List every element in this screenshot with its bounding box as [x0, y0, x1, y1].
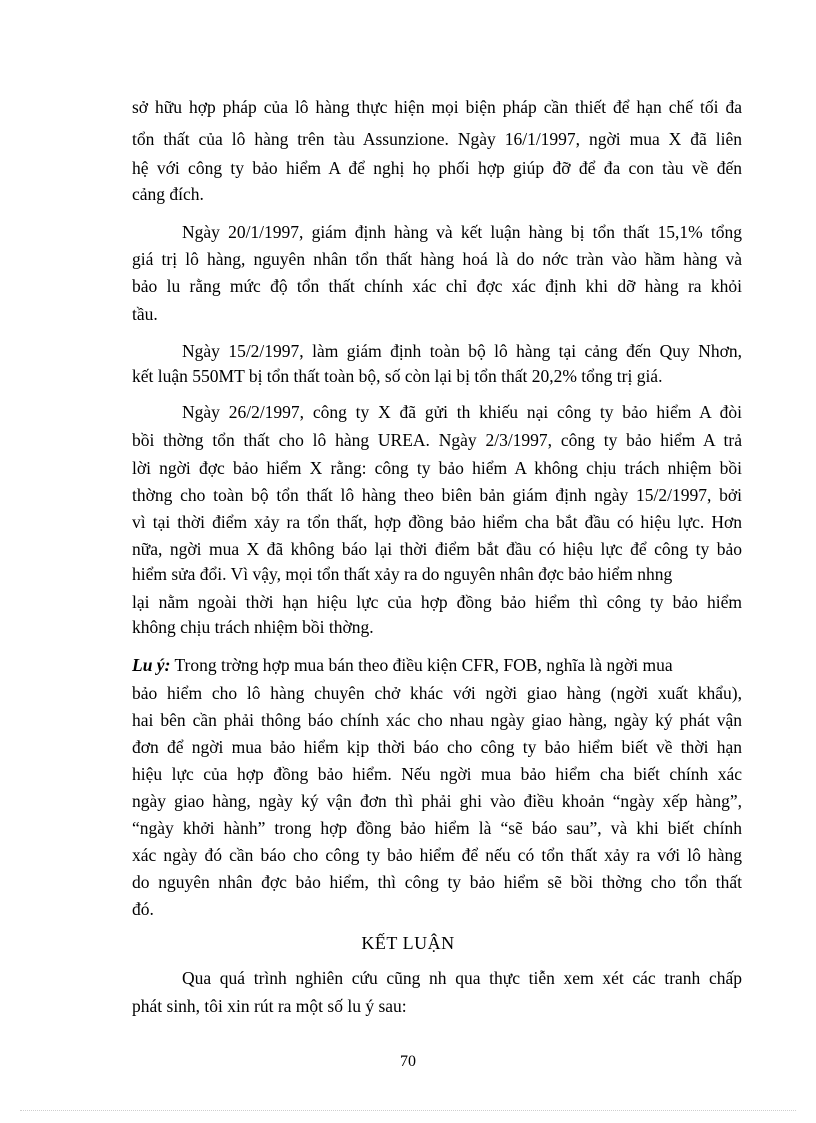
paragraph-4-line-2: bồi thờng tổn thất cho lô hàng UREA. Ngày 2/3/1997, công ty bảo hiểm A trả [132, 430, 742, 450]
note-label: Lu ý: [132, 655, 171, 675]
note-line-8: xác ngày đó cần báo cho công ty bảo hiểm để nếu có tổn thất xảy ra với lô hàng [132, 845, 742, 865]
paragraph-4-line-4: thờng cho toàn bộ tổn thất lô hàng theo biên bản giám định ngày 15/2/1997, bởi [132, 485, 742, 505]
paragraph-4-line-3: lời ngời đợc bảo hiểm X rằng: công ty bảo hiểm A không chịu trách nhiệm bồi [132, 458, 742, 478]
paragraph-3-line-2: kết luận 550MT bị tổn thất toàn bộ, số còn lại bị tổn thất 20,2% tổng trị giá. [132, 366, 663, 386]
page-number: 70 [400, 1053, 416, 1070]
paragraph-2-line-1: Ngày 20/1/1997, giám định hàng và kết luận hàng bị tổn thất 15,1% tổng [182, 222, 742, 242]
paragraph-3-line-1: Ngày 15/2/1997, làm giám định toàn bộ lô hàng tại cảng đến Quy Nhơn, [182, 341, 742, 361]
note-line-1 [132, 655, 742, 675]
paragraph-2-line-4: tầu. [132, 304, 158, 324]
paragraph-4-line-7: hiểm sửa đổi. Vì vậy, mọi tổn thất xảy ra do nguyên nhân đợc bảo hiểm nhng [132, 564, 673, 584]
note-line-6: ngày giao hàng, ngày ký vận đơn thì phải ghi vào điều khoản “ngày xếp hàng”, [132, 791, 742, 811]
paragraph-1-line-1: sở hữu hợp pháp của lô hàng thực hiện mọi biện pháp cần thiết để hạn chế tối đa [132, 97, 742, 117]
section-heading: KẾT LUẬN [361, 933, 455, 953]
paragraph-2-line-2: giá trị lô hàng, nguyên nhân tổn thất hàng hoá là do nớc tràn vào hầm hàng và [132, 249, 742, 269]
paragraph-4-line-6: nữa, ngời mua X đã không báo lại thời điểm bắt đầu có hiệu lực để công ty bảo [132, 539, 742, 559]
note-line-4: đơn để ngời mua bảo hiểm kịp thời báo cho công ty bảo hiểm biết về thời hạn [132, 737, 742, 757]
conclusion-line-1: Qua quá trình nghiên cứu cũng nh qua thực tiễn xem xét các tranh chấp [182, 968, 742, 988]
page-bottom-divider [20, 1110, 796, 1111]
paragraph-4-line-9: không chịu trách nhiệm bồi thờng. [132, 617, 374, 637]
paragraph-4-line-1: Ngày 26/2/1997, công ty X đã gửi th khiếu nại công ty bảo hiểm A đòi [182, 402, 742, 422]
note-line-2: bảo hiểm cho lô hàng chuyên chở khác với ngời giao hàng (ngời xuất khẩu), [132, 683, 742, 703]
note-line-9: do nguyên nhân đợc bảo hiểm, thì công ty bảo hiểm sẽ bồi thờng cho tổn thất [132, 872, 742, 892]
paragraph-4-line-5: vì tại thời điểm xảy ra tổn thất, hợp đồng bảo hiểm cha bắt đầu có hiệu lực. Hơn [132, 512, 742, 532]
paragraph-2-line-3: bảo lu rằng mức độ tổn thất chính xác chỉ đợc xác định khi dỡ hàng ra khỏi [132, 276, 742, 296]
note-line-1-text: Trong trờng hợp mua bán theo điều kiện CFR, FOB, nghĩa là ngời mua [170, 655, 673, 675]
note-line-10: đó. [132, 899, 154, 919]
paragraph-1-line-4: cảng đích. [132, 184, 204, 204]
note-line-7: “ngày khởi hành” trong hợp đồng bảo hiểm là “sẽ báo sau”, và khi biết chính [132, 818, 742, 838]
paragraph-1-line-3: hệ với công ty bảo hiểm A để nghị họ phối hợp giúp đỡ để đa con tàu về đến [132, 158, 742, 178]
paragraph-4-line-8: lại nằm ngoài thời hạn hiệu lực của hợp đồng bảo hiểm thì công ty bảo hiểm [132, 592, 742, 612]
paragraph-1-line-2: tổn thất của lô hàng trên tàu Assunzione. Ngày 16/1/1997, ngời mua X đã liên [132, 129, 742, 149]
note-line-5: hiệu lực của hợp đồng bảo hiểm. Nếu ngời mua bảo hiểm cha biết chính xác [132, 764, 742, 784]
conclusion-line-2: phát sinh, tôi xin rút ra một số lu ý sau: [132, 996, 407, 1016]
note-line-3: hai bên cần phải thông báo chính xác cho nhau ngày giao hàng, ngày ký phát vận [132, 710, 742, 730]
